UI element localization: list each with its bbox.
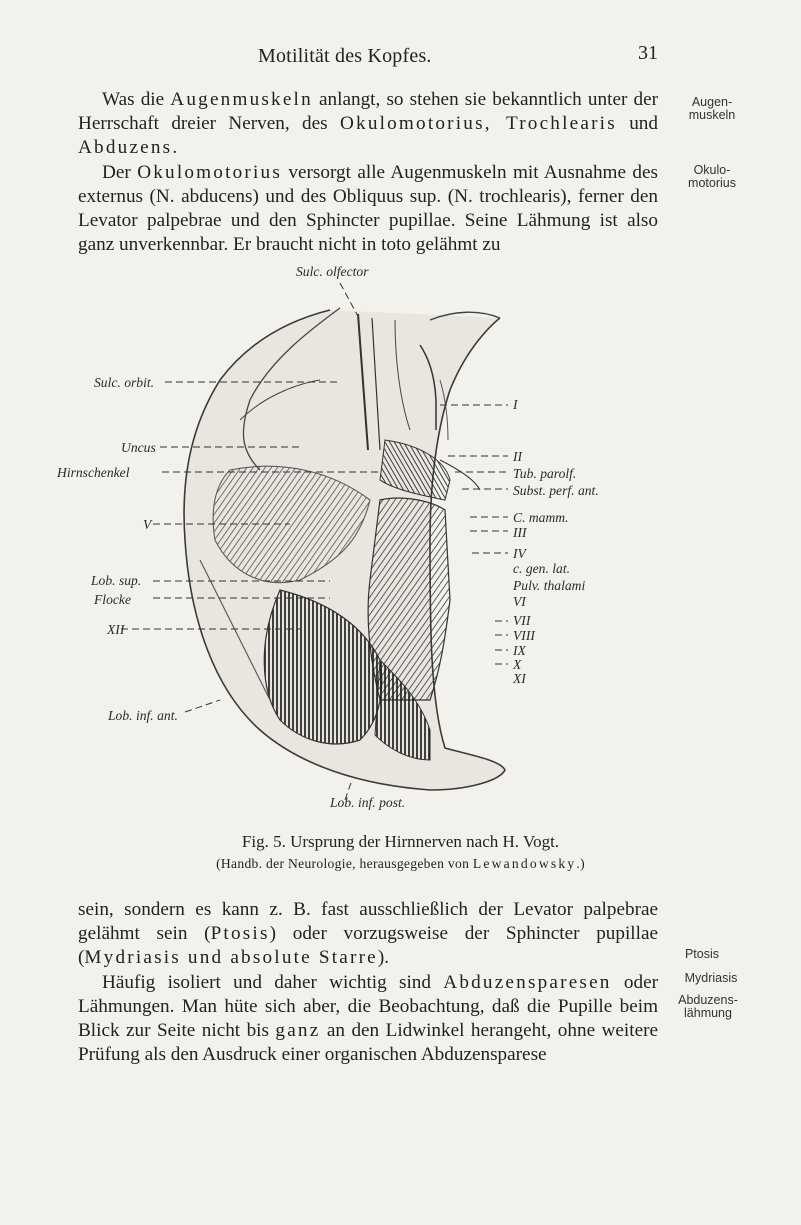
label-sulc-olfector: Sulc. olfector <box>296 264 369 279</box>
label-x: X <box>513 657 522 672</box>
label-hirnschenkel: Hirnschenkel <box>57 465 130 480</box>
label-lob-inf-post: Lob. inf. post. <box>330 795 406 810</box>
margin-note-augenmuskeln: Augen- muskeln <box>688 95 736 122</box>
figure-caption-source: (Handb. der Neurologie, herausgegeben von Lewandowsky.) <box>216 856 585 871</box>
label-i: I <box>513 397 518 412</box>
label-v: V <box>143 517 152 532</box>
label-flocke: Flocke <box>94 592 131 607</box>
label-c-gen-lat: c. gen. lat. <box>513 561 571 576</box>
label-lob-sup: Lob. sup. <box>91 573 142 588</box>
page-number: 31 <box>638 42 658 64</box>
label-viii: VIII <box>513 628 535 643</box>
label-ix: IX <box>513 643 526 658</box>
label-xi: XI <box>513 671 526 686</box>
label-iv: IV <box>513 546 526 561</box>
margin-note-ptosis: Ptosis <box>684 947 720 961</box>
label-vi: VI <box>513 594 526 609</box>
label-lob-inf-ant: Lob. inf. ant. <box>108 708 178 723</box>
figure-caption: Fig. 5. Ursprung der Hirnnerven nach H. Vogt. <box>241 832 560 851</box>
label-subst-perf: Subst. perf. ant. <box>513 483 599 498</box>
margin-note-abduzenslaehmung: Abduzens- lähmung <box>678 993 738 1020</box>
margin-note-mydriasis: Mydriasis <box>684 971 738 985</box>
paragraph-augenmuskeln: Was die Augenmuskeln anlangt, so stehen sie bekanntlich unter der Herrschaft dreier Nerven, des Okulomotorius, Trochlearis und Abduzens. <box>78 89 658 159</box>
paragraph-okulomotorius: Der Okulomotorius versorgt alle Augenmuskeln mit Ausnahme des externus (N. abducens) und des Obliquus sup. (N. trochlearis), ferner den Levator palpebrae und den Sphincter pupillae. Seine Lähmung ist also ganz unverkennbar. Er braucht nicht in toto gelähmt zu <box>78 161 658 256</box>
label-vii: VII <box>513 613 531 628</box>
label-xii: XII <box>107 622 125 637</box>
bottom-text-block <box>78 898 658 1067</box>
label-sulc-orbit: Sulc. orbit. <box>94 375 155 390</box>
label-pulv-thalami: Pulv. thalami <box>513 578 586 593</box>
running-header: Motilität des Kopfes. <box>258 45 432 67</box>
paragraph-abduzens: Häufig isoliert und daher wichtig sind Abduzensparesen oder Lähmungen. Man hüte sich aber, die Beobachtung, daß die Pupille beim Blick zur Seite nicht bis ganz an den Lidwinkel herangeht, ohne weitere Prüfung als den Ausdruck einer organischen Abduzensparese <box>78 971 658 1066</box>
label-tub-parolf: Tub. parolf. <box>513 466 577 481</box>
label-ii: II <box>513 449 523 464</box>
margin-note-okulomotorius: Okulo- motorius <box>688 163 736 190</box>
paragraph-ptosis: sein, sondern es kann z. B. fast ausschließlich der Levator palpebrae gelähmt sein (Ptosis) oder vorzugsweise der Sphincter pupillae (Mydriasis und absolute Starre). <box>78 899 659 969</box>
label-iii: III <box>513 525 527 540</box>
label-c-mamm: C. mamm. <box>513 510 569 525</box>
label-uncus: Uncus <box>121 440 156 455</box>
